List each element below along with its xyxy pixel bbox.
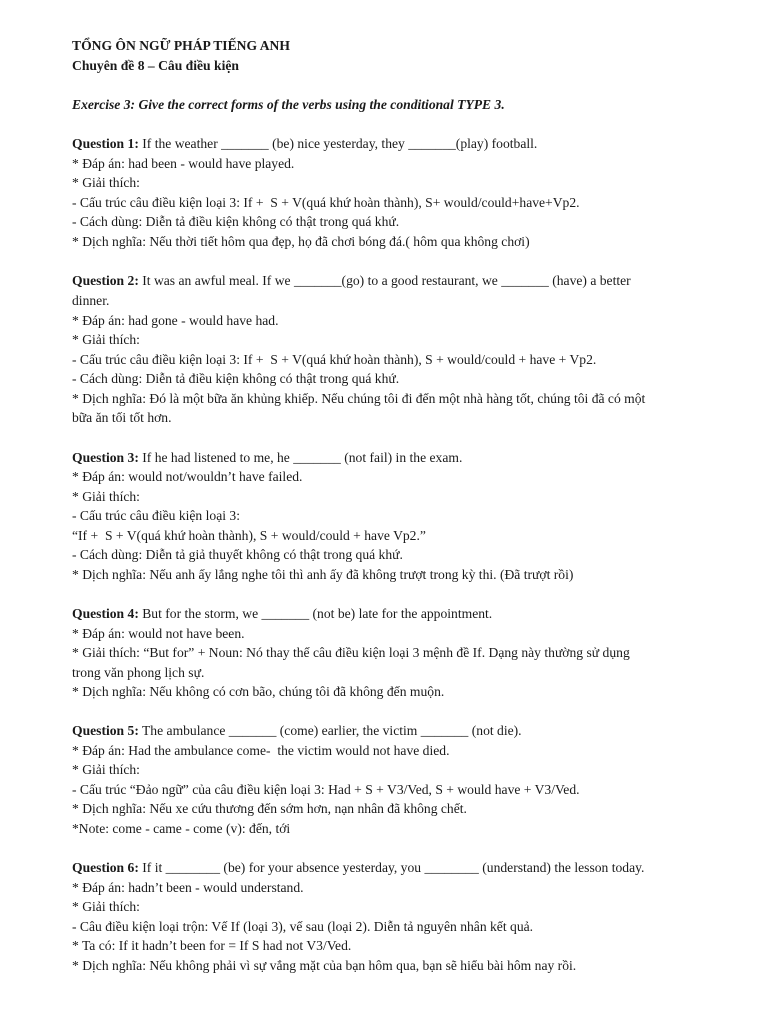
question-5-text: The ambulance _______ (come) earlier, the victim _______ (not die).	[138, 723, 522, 738]
question-4-label: Question 4:	[72, 606, 139, 621]
question-3-usage: - Cách dùng: Diễn tả giả thuyết không có thật trong quá khứ.	[72, 547, 403, 562]
question-4-explain-cont: trong văn phong lịch sự.	[72, 665, 205, 680]
question-3-label: Question 3:	[72, 450, 139, 465]
question-1-usage: - Cách dùng: Diễn tả điều kiện không có thật trong quá khứ.	[72, 214, 400, 229]
question-3-structure-heading: - Cấu trúc câu điều kiện loại 3:	[72, 508, 240, 523]
question-6-label: Question 6:	[72, 860, 139, 875]
question-3-translation: * Dịch nghĩa: Nếu anh ấy lắng nghe tôi thì anh ấy đã không trượt trong kỳ thi. (Đã trượt rồi)	[72, 567, 574, 582]
question-1-text: If the weather _______ (be) nice yesterday, they _______(play) football.	[138, 136, 538, 151]
document-subtitle: Chuyên đề 8 – Câu điều kiện	[72, 58, 239, 73]
question-3-answer: * Đáp án: would not/wouldn’t have failed.	[72, 469, 303, 484]
question-5-answer: * Đáp án: Had the ambulance come- the victim would not have died.	[72, 743, 450, 758]
question-4-text: But for the storm, we _______ (not be) late for the appointment.	[138, 606, 493, 621]
question-2-answer: * Đáp án: had gone - would have had.	[72, 313, 279, 328]
question-6-prompt	[72, 860, 644, 876]
question-2-prompt	[72, 273, 631, 289]
question-6-translation: * Dịch nghĩa: Nếu không phải vì sự vắng mặt của bạn hôm qua, bạn sẽ hiểu bài hôm nay rồi.	[72, 958, 577, 973]
question-3-text: If he had listened to me, he _______ (not fail) in the exam.	[138, 450, 463, 465]
question-2-usage: - Cách dùng: Diễn tả điều kiện không có thật trong quá khứ.	[72, 371, 400, 386]
question-6-structure: - Câu điều kiện loại trộn: Vế If (loại 3), vế sau (loại 2). Diễn tả nguyên nhân kết quả.	[72, 919, 534, 934]
question-6-explain-heading: * Giải thích:	[72, 899, 140, 914]
question-3-structure: “If + S + V(quá khứ hoàn thành), S + would/could + have Vp2.”	[72, 528, 426, 543]
document-title: TỔNG ÔN NGỮ PHÁP TIẾNG ANH	[72, 38, 290, 53]
question-2-text: It was an awful meal. If we _______(go) to a good restaurant, we _______ (have) a better	[138, 273, 631, 288]
question-4-answer: * Đáp án: would not have been.	[72, 626, 245, 641]
question-6-rule: * Ta có: If it hadn’t been for = If S had not V3/Ved.	[72, 938, 352, 953]
exercise-label: Exercise 3	[72, 97, 131, 112]
question-5-prompt	[72, 723, 522, 739]
question-1-structure: - Cấu trúc câu điều kiện loại 3: If + S + V(quá khứ hoàn thành), S+ would/could+have+Vp2.	[72, 195, 580, 210]
question-1-translation: * Dịch nghĩa: Nếu thời tiết hôm qua đẹp, họ đã chơi bóng đá.( hôm qua không chơi)	[72, 234, 530, 249]
question-5-structure: - Cấu trúc “Đảo ngữ” của câu điều kiện loại 3: Had + S + V3/Ved, S + would have + V3/Ved.	[72, 782, 580, 797]
question-4-prompt	[72, 606, 492, 622]
question-5-translation: * Dịch nghĩa: Nếu xe cứu thương đến sớm hơn, nạn nhân đã không chết.	[72, 801, 467, 816]
question-4-explain: * Giải thích: “But for” + Noun: Nó thay thế câu điều kiện loại 3 mệnh đề If. Dạng này thường sử dụng	[72, 645, 630, 660]
question-3-explain-heading: * Giải thích:	[72, 489, 140, 504]
question-1-explain-heading: * Giải thích:	[72, 175, 140, 190]
question-5-explain-heading: * Giải thích:	[72, 762, 140, 777]
question-2-translation: * Dịch nghĩa: Đó là một bữa ăn khủng khiếp. Nếu chúng tôi đi đến một nhà hàng tốt, chúng tôi đã có một	[72, 391, 646, 406]
question-2-structure: - Cấu trúc câu điều kiện loại 3: If + S + V(quá khứ hoàn thành), S + would/could + have + Vp2.	[72, 352, 597, 367]
question-6-answer: * Đáp án: hadn’t been - would understand.	[72, 880, 304, 895]
question-3-prompt	[72, 450, 462, 466]
question-2-label: Question 2:	[72, 273, 139, 288]
question-5-label: Question 5:	[72, 723, 139, 738]
question-2-text-cont: dinner.	[72, 293, 110, 308]
question-5-note: *Note: come - came - come (v): đến, tới	[72, 821, 291, 836]
question-6-text: If it ________ (be) for your absence yesterday, you ________ (understand) the lesson today.	[138, 860, 645, 875]
question-1-label: Question 1:	[72, 136, 139, 151]
exercise-heading	[72, 97, 505, 113]
question-2-explain-heading: * Giải thích:	[72, 332, 140, 347]
question-4-translation: * Dịch nghĩa: Nếu không có cơn bão, chúng tôi đã không đến muộn.	[72, 684, 445, 699]
question-2-translation-cont: bữa ăn tối tốt hơn.	[72, 410, 172, 425]
question-1-prompt	[72, 136, 537, 152]
exercise-instruction: : Give the correct forms of the verbs using the conditional TYPE 3.	[130, 97, 505, 112]
question-1-answer: * Đáp án: had been - would have played.	[72, 156, 295, 171]
